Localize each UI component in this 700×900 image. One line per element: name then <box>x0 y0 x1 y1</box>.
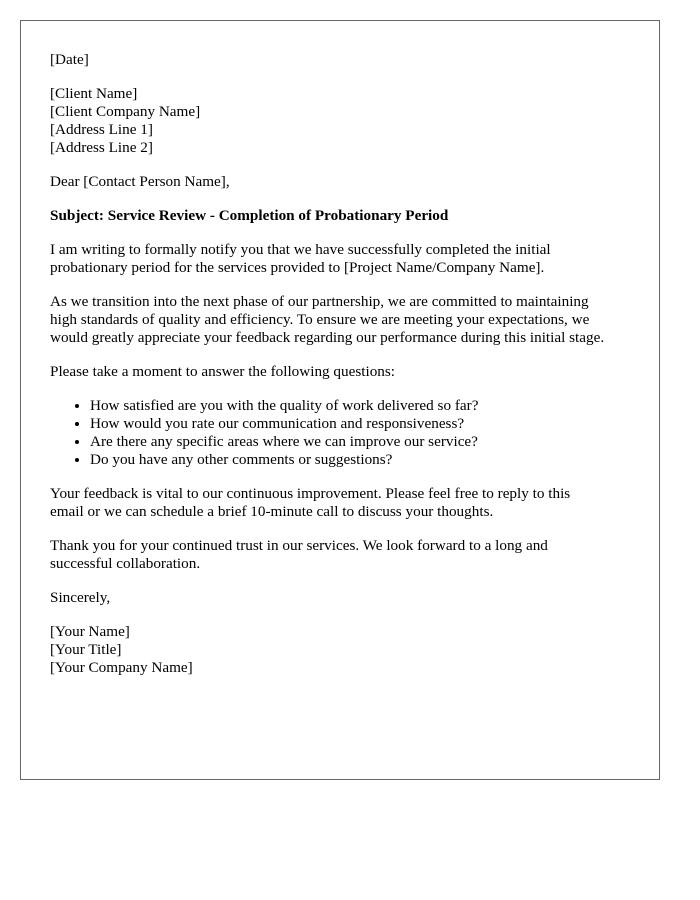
closing-text: Sincerely, <box>50 589 111 606</box>
paragraph-line: high standards of quality and efficiency. To ensure we are meeting your expectations, we <box>50 311 590 328</box>
paragraph-notification <box>50 241 650 277</box>
client-company: [Client Company Name] <box>50 103 201 120</box>
paragraph-feedback <box>50 485 650 521</box>
signature-company: [Your Company Name] <box>50 659 193 676</box>
paragraph-line: As we transition into the next phase of our partnership, we are committed to maintaining <box>50 293 589 310</box>
paragraph-line: Thank you for your continued trust in our services. We look forward to a long and <box>50 537 548 554</box>
subject-text: Subject: Service Review - Completion of Probationary Period <box>50 207 449 224</box>
letter-body <box>50 51 650 677</box>
date-text: [Date] <box>50 51 89 68</box>
client-name: [Client Name] <box>50 85 138 102</box>
paragraph-line: probationary period for the services provided to [Project Name/Company Name]. <box>50 259 545 276</box>
paragraph-transition <box>50 293 650 347</box>
paragraph-line: email or we can schedule a brief 10-minute call to discuss your thoughts. <box>50 503 494 520</box>
salutation <box>50 173 650 191</box>
letter-frame <box>20 20 660 780</box>
question-item: • How would you rate our communication and responsiveness? <box>90 415 650 433</box>
signature-title: [Your Title] <box>50 641 122 658</box>
signature-block <box>50 623 650 677</box>
questions-intro-text: Please take a moment to answer the following questions: <box>50 363 396 380</box>
question-item: • Are there any specific areas where we can improve our service? <box>90 433 650 451</box>
paragraph-line: successful collaboration. <box>50 555 201 572</box>
paragraph-line: Your feedback is vital to our continuous improvement. Please feel free to reply to this <box>50 485 571 502</box>
subject-line <box>50 207 650 225</box>
recipient-address <box>50 85 650 157</box>
closing <box>50 589 650 607</box>
questions-intro <box>50 363 650 381</box>
paragraph-line: would greatly appreciate your feedback regarding our performance during this initial stage. <box>50 329 605 346</box>
address-line-1: [Address Line 1] <box>50 121 153 138</box>
signature-name: [Your Name] <box>50 623 130 640</box>
paragraph-thanks <box>50 537 650 573</box>
question-item: • Do you have any other comments or suggestions? <box>90 451 650 469</box>
address-line-2: [Address Line 2] <box>50 139 153 156</box>
paragraph-line: I am writing to formally notify you that we have successfully completed the initial <box>50 241 551 258</box>
salutation-text: Dear [Contact Person Name], <box>50 173 230 190</box>
letter-date <box>50 51 650 69</box>
questions-list <box>50 397 650 469</box>
question-item: • How satisfied are you with the quality of work delivered so far? <box>90 397 650 415</box>
